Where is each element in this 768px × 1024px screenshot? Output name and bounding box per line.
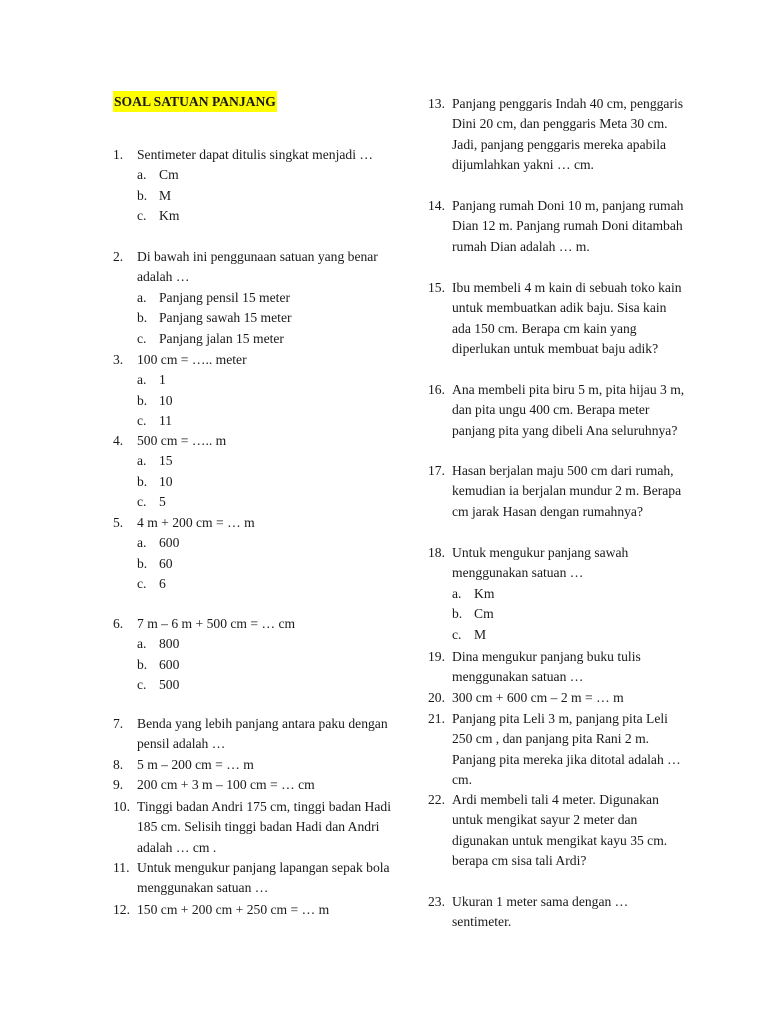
question-text: Panjang penggaris Indah 40 cm, penggaris Dini 20 cm, dan penggaris Meta 30 cm. Jadi, panjang penggaris mereka apabila dijumlahkan yakni … cm.: [452, 96, 684, 173]
answer-option: [137, 370, 403, 390]
question-text: Ukuran 1 meter sama dengan … sentimeter.: [452, 894, 629, 930]
option-letter: a.: [452, 585, 462, 601]
question-text: Sentimeter dapat ditulis singkat menjadi …: [137, 147, 373, 162]
question-number: 23.: [428, 894, 445, 909]
question-item: [428, 709, 688, 791]
option-letter: b.: [137, 310, 148, 326]
option-text: 500: [159, 677, 180, 693]
question-item: [113, 755, 403, 775]
answer-option: [137, 675, 403, 695]
answer-option: [137, 451, 403, 471]
option-letter: c.: [452, 626, 462, 642]
question-item: [428, 647, 688, 688]
question-number: 5.: [113, 515, 124, 530]
question-text: Di bawah ini penggunaan satuan yang benar adalah …: [137, 249, 378, 285]
question-number: 19.: [428, 649, 445, 664]
question-text: 500 cm = ….. m: [137, 433, 227, 448]
answer-option: [137, 308, 403, 328]
answer-option: [137, 329, 403, 349]
question-item: [113, 614, 403, 696]
option-text: 5: [159, 494, 166, 510]
question-item: [113, 775, 403, 795]
option-letter: b.: [137, 392, 148, 408]
option-letter: b.: [137, 473, 148, 489]
question-text: Panjang pita Leli 3 m, panjang pita Leli 250 cm , dan panjang pita Rani 2 m. Panjang pita mereka jika ditotal adalah … cm.: [452, 711, 681, 788]
answer-option: [137, 288, 403, 308]
question-text: Ana membeli pita biru 5 m, pita hijau 3 m, dan pita ungu 400 cm. Berapa meter panjang pita yang dibeli Ana seluruhnya?: [452, 382, 685, 438]
answer-option: [452, 625, 688, 645]
question-item: [428, 688, 688, 708]
question-number: 12.: [113, 902, 130, 917]
question-number: 7.: [113, 716, 124, 731]
option-text: 10: [159, 392, 173, 408]
question-item: [113, 247, 403, 349]
question-item: [428, 790, 688, 872]
option-letter: a.: [137, 372, 147, 388]
question-number: 17.: [428, 463, 445, 478]
option-letter: c.: [137, 208, 147, 224]
question-text: 150 cm + 200 cm + 250 cm = … m: [137, 902, 330, 917]
question-item: [428, 196, 688, 257]
question-number: 20.: [428, 690, 445, 705]
answer-option: [452, 584, 688, 604]
option-text: 15: [159, 453, 173, 469]
option-letter: a.: [137, 636, 147, 652]
option-letter: c.: [137, 413, 147, 429]
question-text: Untuk mengukur panjang lapangan sepak bola menggunakan satuan …: [137, 860, 390, 896]
question-text: Tinggi badan Andri 175 cm, tinggi badan Hadi 185 cm. Selisih tinggi badan Hadi dan Andri adalah … cm .: [137, 799, 391, 855]
option-text: 800: [159, 636, 180, 652]
question-item: [428, 543, 688, 645]
answer-option: [137, 634, 403, 654]
question-number: 11.: [113, 860, 130, 875]
question-text: 200 cm + 3 m – 100 cm = … cm: [137, 777, 315, 792]
option-letter: c.: [137, 677, 147, 693]
question-number: 13.: [428, 96, 445, 111]
question-text: Benda yang lebih panjang antara paku dengan pensil adalah …: [137, 716, 388, 752]
option-letter: c.: [137, 576, 147, 592]
question-item: [113, 900, 403, 920]
option-letter: a.: [137, 289, 147, 305]
answer-option: [137, 655, 403, 675]
question-number: 8.: [113, 757, 124, 772]
option-text: 600: [159, 656, 180, 672]
question-item: [113, 145, 403, 227]
question-text: 5 m – 200 cm = … m: [137, 757, 254, 772]
question-text: Hasan berjalan maju 500 cm dari rumah, kemudian ia berjalan mundur 2 m. Berapa cm jarak Hasan dengan rumahnya?: [452, 463, 682, 519]
question-number: 6.: [113, 616, 124, 631]
answer-option: [137, 554, 403, 574]
question-number: 15.: [428, 280, 445, 295]
option-letter: c.: [137, 494, 147, 510]
option-letter: b.: [452, 606, 463, 622]
question-text: Dina mengukur panjang buku tulis menggunakan satuan …: [452, 649, 641, 685]
option-text: 600: [159, 535, 180, 551]
question-number: 14.: [428, 198, 445, 213]
option-text: Km: [474, 585, 495, 601]
option-text: 10: [159, 473, 173, 489]
answer-option: [137, 492, 403, 512]
answer-option: [137, 165, 403, 185]
question-item: [113, 797, 403, 858]
option-letter: a.: [137, 453, 147, 469]
question-number: 10.: [113, 799, 130, 814]
answer-option: [452, 604, 688, 624]
question-item: [428, 461, 688, 522]
page-title: SOAL SATUAN PANJANG: [113, 91, 277, 112]
question-item: [428, 94, 688, 176]
question-item: [113, 513, 403, 595]
question-number: 18.: [428, 545, 445, 560]
question-text: Ardi membeli tali 4 meter. Digunakan untuk mengikat sayur 2 meter dan digunakan untuk mengikat kayu 35 cm. berapa cm sisa tali Ardi?: [452, 792, 668, 869]
question-item: [113, 431, 403, 513]
option-text: 60: [159, 555, 173, 571]
option-text: 6: [159, 576, 166, 592]
option-text: Panjang sawah 15 meter: [159, 310, 292, 326]
question-item: [113, 858, 403, 899]
answer-option: [137, 574, 403, 594]
option-text: M: [474, 626, 487, 642]
answer-option: [137, 411, 403, 431]
option-text: Km: [159, 208, 180, 224]
option-text: M: [159, 187, 172, 203]
option-letter: b.: [137, 656, 148, 672]
question-item: [113, 350, 403, 432]
question-text: Ibu membeli 4 m kain di sebuah toko kain untuk membuatkan adik baju. Sisa kain ada 150 cm. Berapa cm kain yang diperlukan untuk membuat baju adik?: [452, 280, 682, 357]
question-number: 16.: [428, 382, 445, 397]
answer-option: [137, 391, 403, 411]
question-number: 22.: [428, 792, 445, 807]
option-text: Cm: [159, 167, 179, 183]
question-text: 300 cm + 600 cm – 2 m = … m: [452, 690, 624, 705]
option-text: 11: [159, 413, 173, 429]
answer-option: [137, 206, 403, 226]
option-text: Cm: [474, 606, 494, 622]
answer-option: [137, 472, 403, 492]
option-text: Panjang jalan 15 meter: [159, 330, 284, 346]
question-number: 21.: [428, 711, 445, 726]
question-item: [428, 892, 688, 933]
option-letter: a.: [137, 535, 147, 551]
question-number: 2.: [113, 249, 124, 264]
answer-option: [137, 533, 403, 553]
option-letter: c.: [137, 330, 147, 346]
question-number: 1.: [113, 147, 124, 162]
question-number: 3.: [113, 352, 124, 367]
option-text: Panjang pensil 15 meter: [159, 289, 290, 305]
question-text: Panjang rumah Doni 10 m, panjang rumah Dian 12 m. Panjang rumah Doni ditambah rumah Dian adalah … m.: [452, 198, 684, 254]
question-item: [428, 278, 688, 360]
option-letter: b.: [137, 555, 148, 571]
question-number: 9.: [113, 777, 124, 792]
option-letter: b.: [137, 187, 148, 203]
answer-option: [137, 186, 403, 206]
question-text: 4 m + 200 cm = … m: [137, 515, 255, 530]
option-text: 1: [159, 372, 166, 388]
question-number: 4.: [113, 433, 124, 448]
question-text: 7 m – 6 m + 500 cm = … cm: [137, 616, 296, 631]
question-text: Untuk mengukur panjang sawah menggunakan satuan …: [452, 545, 629, 581]
question-item: [113, 714, 403, 755]
question-item: [428, 380, 688, 441]
question-text: 100 cm = ….. meter: [137, 352, 247, 367]
option-letter: a.: [137, 167, 147, 183]
